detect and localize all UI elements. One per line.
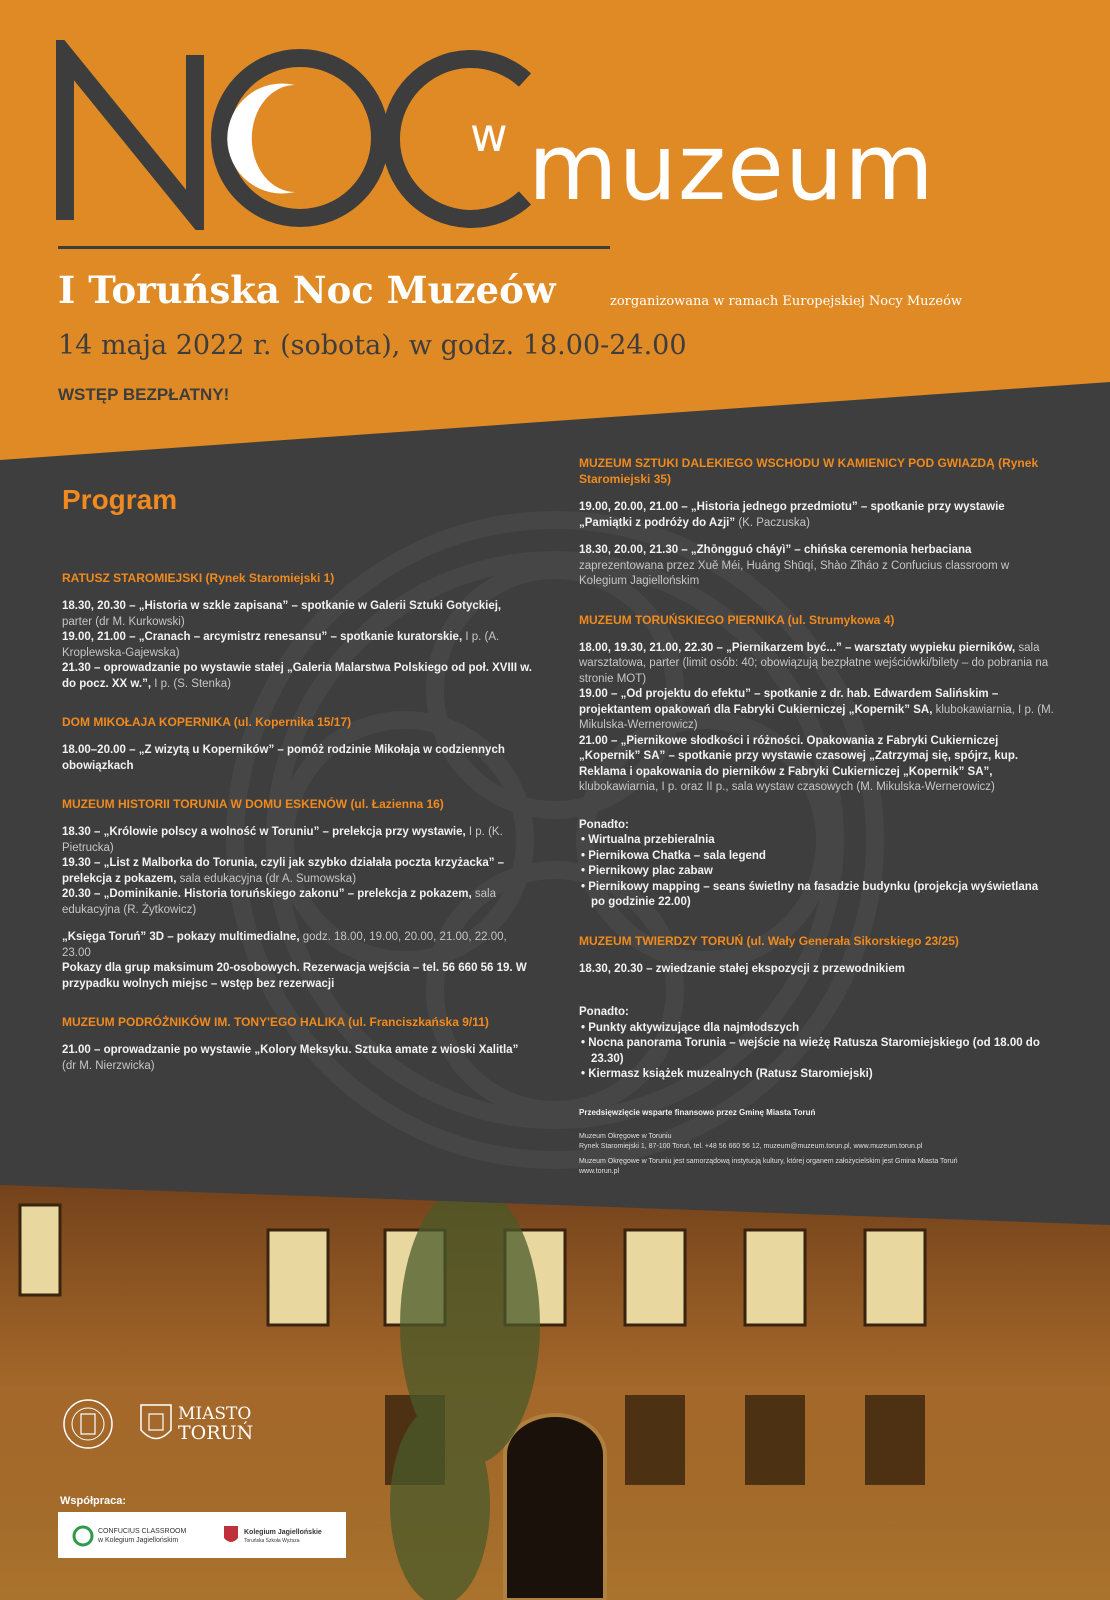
ponadto-item: • Wirtualna przebieralnia: [591, 833, 1054, 849]
torun-crest-icon: [138, 1402, 174, 1448]
logo-muzeum-text: muzeum: [528, 114, 935, 221]
logo-w-text: w: [470, 108, 508, 162]
event-item: 18.30, 20.00, 21.30 – „Zhōngguó cháyì” – chińska ceremonia herbaciana zaprezentowana przez Xuě Méi, Huáng Shūqí, Shào Zǐháo z Confucius classroom w Kolegium Jagiellońskim: [579, 544, 1010, 587]
event-title: I Toruńska Noc Muzeów: [58, 268, 556, 312]
ponadto-list: [579, 1021, 1054, 1083]
event-item: 19.00, 21.00 – „Cranach – arcymistrz renesansu” – spotkanie kuratorskie, I p. (A. Kroplewska-Gajewska): [62, 631, 500, 659]
ponadto-item: • Piernikowy plac zabaw: [591, 864, 1054, 880]
event-item: 18.30 – „Królowie polscy a wolność w Toruniu” – prelekcja przy wystawie, I p. (K. Pietrucka): [62, 826, 503, 854]
miasto-torun-logo: MIASTO TORUŃ: [178, 1404, 254, 1444]
ponadto-list: [579, 833, 1054, 911]
org-address: Rynek Staromiejski 1, 87-100 Toruń, tel. +48 56 660 56 12, muzeum@muzeum.torun.pl, www.muzeum.torun.pl: [579, 1142, 923, 1150]
event-subtitle: zorganizowana w ramach Europejskiej Nocy Muzeów: [610, 294, 963, 309]
funding-note: Przedsięwzięcie wsparte finansowo przez Gminę Miasta Toruń: [579, 1107, 816, 1117]
section-heading: MUZEUM HISTORII TORUNIA W DOMU ESKENÓW (ul. Łazienna 16): [62, 797, 444, 811]
program-right-column: [579, 455, 1054, 1176]
ponadto-item: • Kiermasz książek muzealnych (Ratusz Staromiejski): [591, 1067, 1054, 1083]
event-item: 21.00 – oprowadzanie po wystawie „Kolory Meksyku. Sztuka amate z wioski Xalitla” (dr M. Nierzwicka): [62, 1044, 519, 1072]
event-item: 19.00 – „Od projektu do efektu” – spotkanie z dr. hab. Edwardem Salińskim – projektantem opakowań dla Fabryki Cukierniczej „Kopernik” SA, klubokawiarnia, I p. (M. Mikulska-Wernerowicz): [579, 688, 1054, 731]
section-heading: MUZEUM PODRÓŻNIKÓW IM. TONY'EGO HALIKA (ul. Franciszkańska 9/11): [62, 1015, 489, 1029]
event-item: 18.00–20.00 – „Z wizytą u Koperników” – pomóż rodzinie Mikołaja w codziennych obowiązkach: [62, 744, 505, 772]
partner-logos-box: [58, 1512, 346, 1558]
program-section: [62, 570, 532, 692]
free-entry-note: WSTĘP BEZPŁATNY!: [58, 385, 230, 404]
event-item: 18.00, 19.30, 21.00, 22.30 – „Piernikarzem być...” – warsztaty wypieku pierników, sala warsztatowa, parter (limit osób: 40; obowiązują bezpłatne wejściówki/bilety – do pobrania na stronie MOT): [579, 641, 1049, 685]
program-section: [579, 612, 1054, 796]
event-item: 19.00, 20.00, 21.00 – „Historia jednego przedmiotu” – spotkanie przy wystawie „Pamiątki z podróży do Azji” (K. Paczuska): [579, 501, 1005, 529]
section-twierdza: [579, 933, 1054, 978]
program-left-column: [62, 570, 532, 1096]
program-heading: Program: [62, 484, 178, 515]
event-date: 14 maja 2022 r. (sobota), w godz. 18.00-24.00: [58, 330, 687, 361]
muzeum-okregowe-logo: [62, 1398, 114, 1450]
section-heading: RATUSZ STAROMIEJSKI (Rynek Staromiejski 1): [62, 571, 335, 585]
ponadto-item: • Nocna panorama Torunia – wejście na wieżę Ratusza Staromiejskiego (od 18.00 do 23.30): [591, 1036, 1054, 1067]
program-section: [62, 1014, 532, 1074]
ponadto-item: • Punkty aktywizujące dla najmłodszych: [591, 1021, 1054, 1037]
event-item: 21.00 – „Piernikowe słodkości i różności. Opakowania z Fabryki Cukierniczej „Kopernik” SA” – spotkanie przy wystawie czasowej „Zatrzymaj się, spójrz, kup. Reklama i opakowania do pierników z Fabryki Cukierniczej „Kopernik” SA”, klubokawiarnia, I p. oraz II p., sala wystaw czasowych (M. Mikulska-Wernerowicz): [579, 734, 1019, 793]
confucius-logo-icon: [72, 1525, 94, 1547]
section-heading: MUZEUM SZTUKI DALEKIEGO WSCHODU W KAMIENICY POD GWIAZDĄ (Rynek Staromiejski 35): [579, 456, 1039, 486]
event-item: 18.30, 20.30 – zwiedzanie stałej ekspozycji z przewodnikiem: [579, 962, 905, 975]
spacer: [62, 918, 532, 930]
ponadto-item: • Piernikowa Chatka – sala legend: [591, 849, 1054, 865]
event-item: 19.30 – „List z Malborka do Torunia, czyli jak szybko działała poczta krzyżacka” – prelekcja z pokazem, sala edukacyjna (dr A. Sumowska): [62, 857, 505, 885]
ponadto-piernik: [579, 818, 1054, 911]
org-name: Muzeum Okręgowe w Toruniu: [579, 1133, 672, 1140]
program-section: [62, 796, 532, 992]
right-sections: [579, 455, 1054, 796]
event-item: 21.30 – oprowadzanie po wystawie stałej „Galeria Malarstwa Polskiego od poł. XVIII w. do pocz. XX w.”, I p. (S. Stenka): [62, 662, 532, 690]
event-item: „Księga Toruń” 3D – pokazy multimedialne, godz. 18.00, 19.00, 20.00, 21.00, 22.00, 23.00: [62, 931, 507, 959]
program-section: [62, 714, 532, 774]
event-item: 20.30 – „Dominikanie. Historia toruńskiego zakonu” – prelekcja z pokazem, sala edukacyjna (R. Żytkowicz): [62, 888, 496, 916]
event-item: Pokazy dla grup maksimum 20-osobowych. Rezerwacja wejścia – tel. 56 660 56 19. W przypadku wolnych miejsc – wstęp bez rezerwacji: [62, 962, 527, 990]
kolegium-logo-icon: [222, 1524, 240, 1546]
section-heading: MUZEUM TWIERDZY TORUŃ (ul. Wały Generała Sikorskiego 23/25): [579, 933, 959, 948]
ponadto-general: [579, 1005, 1054, 1083]
cooperation-label: Współpraca:: [60, 1495, 127, 1507]
ponadto-item: • Piernikowy mapping – seans świetlny na fasadzie budynku (projekcja wyświetlana po godzinie 22.00): [591, 880, 1054, 911]
kolegium-logo-text: Kolegium Jagiellońskie Toruńska Szkoła Wyższa: [244, 1529, 322, 1544]
ponadto-label: Ponadto:: [579, 1006, 629, 1018]
org-web: www.torun.pl: [579, 1167, 620, 1175]
confucius-logo-text: CONFUCIUS CLASSROOM w Kolegium Jagiellońskim: [98, 1528, 187, 1544]
spacer: [579, 531, 1054, 543]
section-heading: MUZEUM TORUŃSKIEGO PIERNIKA (ul. Strumykowa 4): [579, 612, 895, 627]
footer-info: [579, 1105, 1054, 1177]
org-note: Muzeum Okręgowe w Toruniu jest samorządową instytucją kultury, której organem założycielskim jest Gmina Miasta Toruń: [579, 1158, 958, 1165]
event-item: 18.30, 20.30 – „Historia w szkle zapisana” – spotkanie w Galerii Sztuki Gotyckiej, parter (dr M. Kurkowski): [62, 600, 502, 628]
header-divider: [58, 246, 610, 249]
ponadto-label: Ponadto:: [579, 818, 629, 831]
program-section: [579, 455, 1054, 590]
section-heading: DOM MIKOŁAJA KOPERNIKA (ul. Kopernika 15/17): [62, 715, 352, 729]
